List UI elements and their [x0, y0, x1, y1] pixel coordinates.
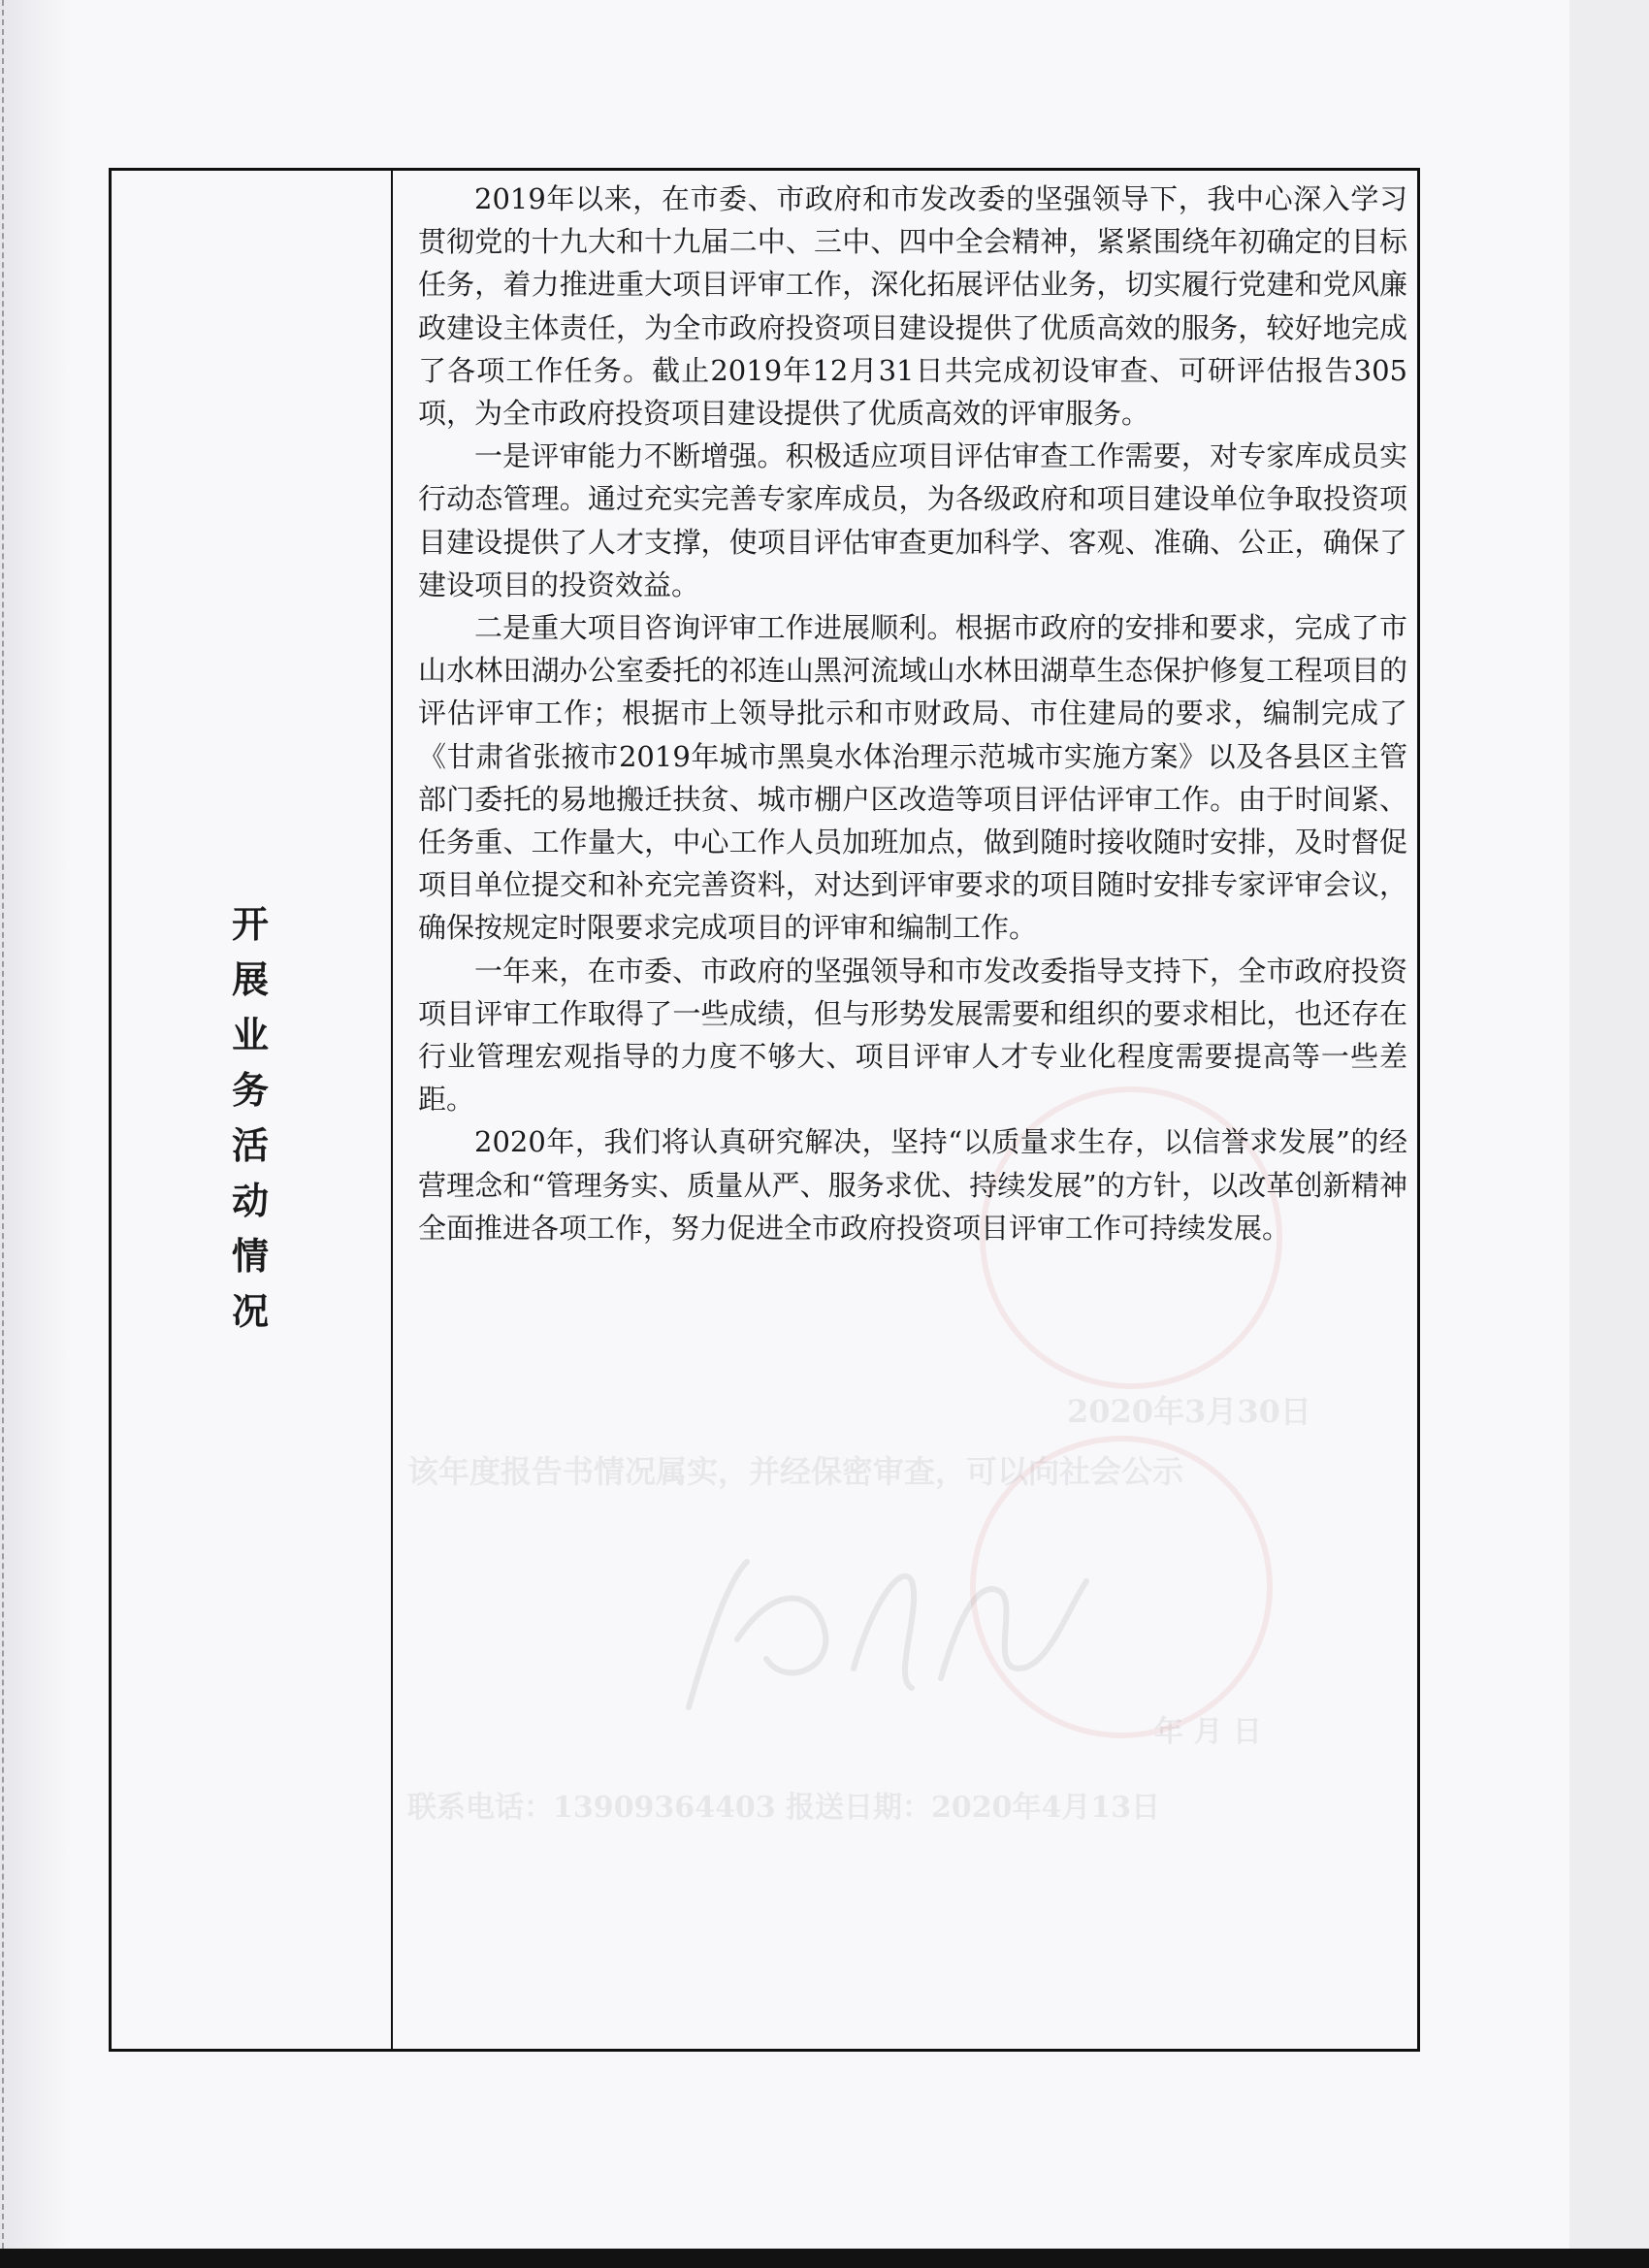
scanner-background-right [1569, 0, 1649, 2249]
binding-spine [0, 0, 70, 2249]
section-label-cell [112, 171, 393, 2049]
section-label: 开展业务活动情况 [231, 902, 269, 1333]
bleed-through-seal-date: 2020年3月30日 [1067, 1393, 1311, 1430]
report-form-table [109, 168, 1420, 2052]
paragraph-summary: 一年来，在市委、市政府的坚强领导和市发改委指导支持下，全市政府投资项目评审工作取得了一些成绩，但与形势发展需要和组织的要求相比，也还存在行业管理宏观指导的力度不够大、项目评审人才专业化程度需要提高等一些差距。 [418, 954, 1407, 1117]
scanner-background-bottom [0, 2249, 1649, 2268]
paragraph-major-projects: 二是重大项目咨询评审工作进展顺利。根据市政府的安排和要求，完成了市山水林田湖办公室委托的祁连山黑河流域山水林田湖草生态保护修复工程项目的评估评审工作；根据市上领导批示和市财政局、市住建局的要求，编制完成了《甘肃省张掖市2019年城市黑臭水体治理示范城市实施方案》以及各县区主管部门委托的易地搬迁扶贫、城市棚户区改造等项目评估评审工作。由于时间紧、任务重、工作量大，中心工作人员加班加点，做到随时接收随时安排，及时督促项目单位提交和补充完善资料，对达到评审要求的项目随时安排专家评审会议，确保按规定时限要求完成项目的评审和编制工作。 [418, 611, 1407, 945]
paragraph-review-capacity: 一是评审能力不断增强。积极适应项目评估审查工作需要，对专家库成员实行动态管理。通过充实完善专家库成员，为各级政府和项目建设单位争取投资项目建设提供了人才支撑，使项目评估审查更加科学、客观、准确、公正，确保了建设项目的投资效益。 [418, 439, 1407, 601]
bleed-through-statement: 该年度报告书情况属实，并经保密审查，可以向社会公示 [407, 1453, 1184, 1490]
bleed-through-date-placeholder: 年 月 日 [1154, 1715, 1262, 1749]
paragraph-overview: 2019年以来，在市委、市政府和市发改委的坚强领导下，我中心深入学习贯彻党的十九大和十九届二中、三中、四中全会精神，紧紧围绕年初确定的目标任务，着力推进重大项目评审工作，深化拓展评估业务，切实履行党建和党风廉政建设主体责任，为全市政府投资项目建设提供了优质高效的服务，较好地完成了各项工作任务。截止2019年12月31日共完成初设审查、可研评估报告305项，为全市政府投资项目建设提供了优质高效的评审服务。 [418, 182, 1407, 431]
bleed-through-footer: 联系电话：13909364403 报送日期：2020年4月13日 [407, 1791, 1161, 1825]
paragraph-2020-plan: 2020年，我们将认真研究解决，坚持“以质量求生存，以信誉求发展”的经营理念和“管理务实、质量从严、服务求优、持续发展”的方针，以改革创新精神全面推进各项工作，努力促进全市政府投资项目评审工作可持续发展。 [418, 1125, 1407, 1245]
business-activities-content [393, 171, 1417, 2049]
binding-perforation [2, 0, 4, 2249]
